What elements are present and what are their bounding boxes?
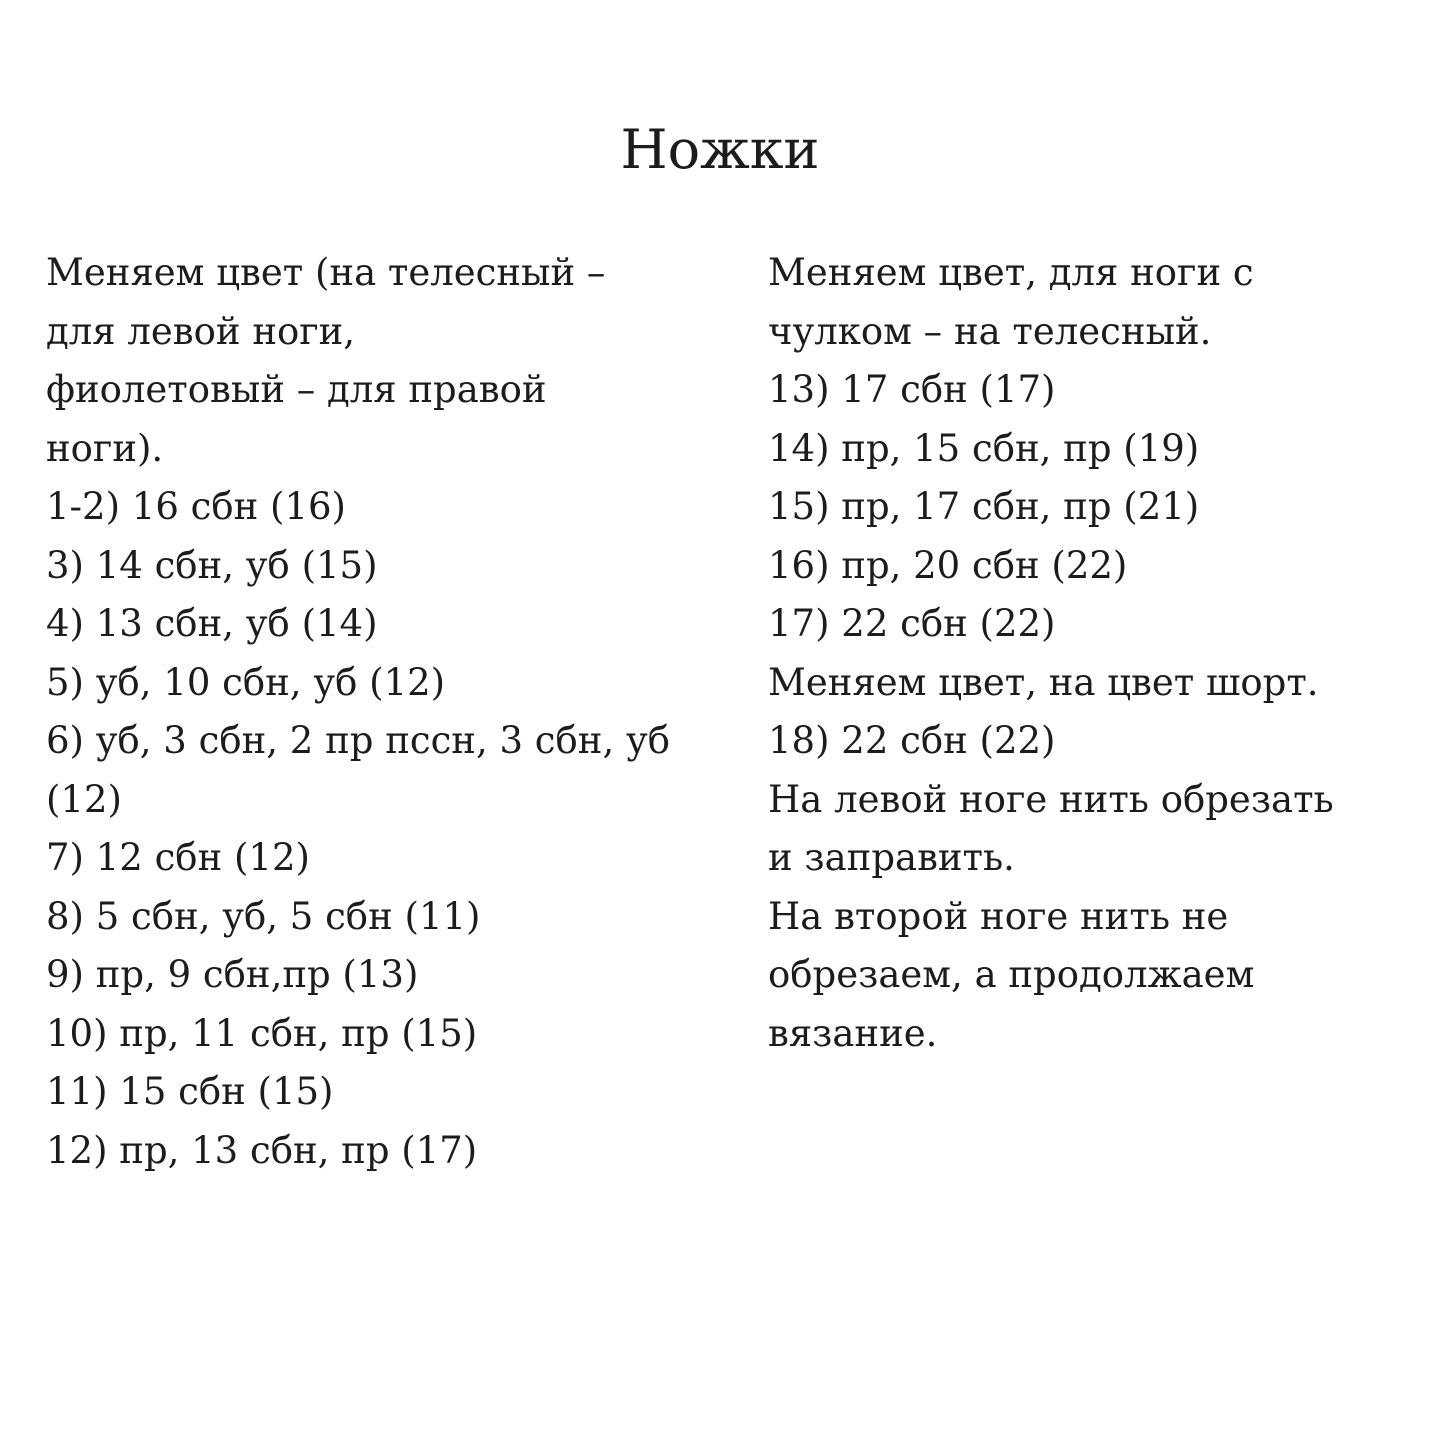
instruction-row: 12) пр, 13 сбн, пр (17) xyxy=(46,1128,478,1172)
instruction-row: 11) 15 сбн (15) xyxy=(46,1070,334,1113)
text-line: На второй ноге нить не xyxy=(768,894,1229,938)
text-line: Меняем цвет, для ноги с xyxy=(768,251,1254,294)
instruction-row: 13) 17 сбн (17) xyxy=(768,368,1056,411)
instruction-row: 14) пр, 15 сбн, пр (19) xyxy=(768,426,1200,470)
instruction-row: 9) пр, 9 сбн,пр (13) xyxy=(46,953,419,996)
text-line: для левой ноги, xyxy=(46,309,356,353)
right-column xyxy=(768,244,1408,1063)
instruction-row: 4) 13 сбн, уб (14) xyxy=(46,602,378,645)
text-line: На левой ноге нить обрезать xyxy=(768,777,1334,821)
text-line: Меняем цвет, на цвет шорт. xyxy=(768,660,1319,704)
instruction-row: 8) 5 сбн, уб, 5 сбн (11) xyxy=(46,894,481,938)
text-line: Меняем цвет (на телесный – xyxy=(46,251,606,294)
instruction-row: 7) 12 сбн (12) xyxy=(46,836,310,879)
instruction-row: 1-2) 16 сбн (16) xyxy=(46,485,346,528)
text-line: ноги). xyxy=(46,426,164,470)
text-line: вязание. xyxy=(768,1011,938,1055)
page-title: Ножки xyxy=(620,118,820,181)
left-column xyxy=(46,244,716,1180)
instruction-row: 6) уб, 3 сбн, 2 пр пссн, 3 сбн, уб xyxy=(46,719,671,762)
instruction-row: (12) xyxy=(46,777,122,821)
instruction-row: 15) пр, 17 сбн, пр (21) xyxy=(768,485,1200,528)
text-line: обрезаем, а продолжаем xyxy=(768,953,1255,996)
instruction-row: 17) 22 сбн (22) xyxy=(768,602,1056,645)
instruction-row: 3) 14 сбн, уб (15) xyxy=(46,543,378,587)
text-line: и заправить. xyxy=(768,836,1015,879)
instruction-row: 16) пр, 20 сбн (22) xyxy=(768,543,1128,587)
instruction-row: 18) 22 сбн (22) xyxy=(768,719,1056,762)
instruction-row: 5) уб, 10 сбн, уб (12) xyxy=(46,660,446,704)
text-line: фиолетовый – для правой xyxy=(46,368,547,411)
instruction-row: 10) пр, 11 сбн, пр (15) xyxy=(46,1011,478,1055)
text-line: чулком – на телесный. xyxy=(768,309,1212,353)
